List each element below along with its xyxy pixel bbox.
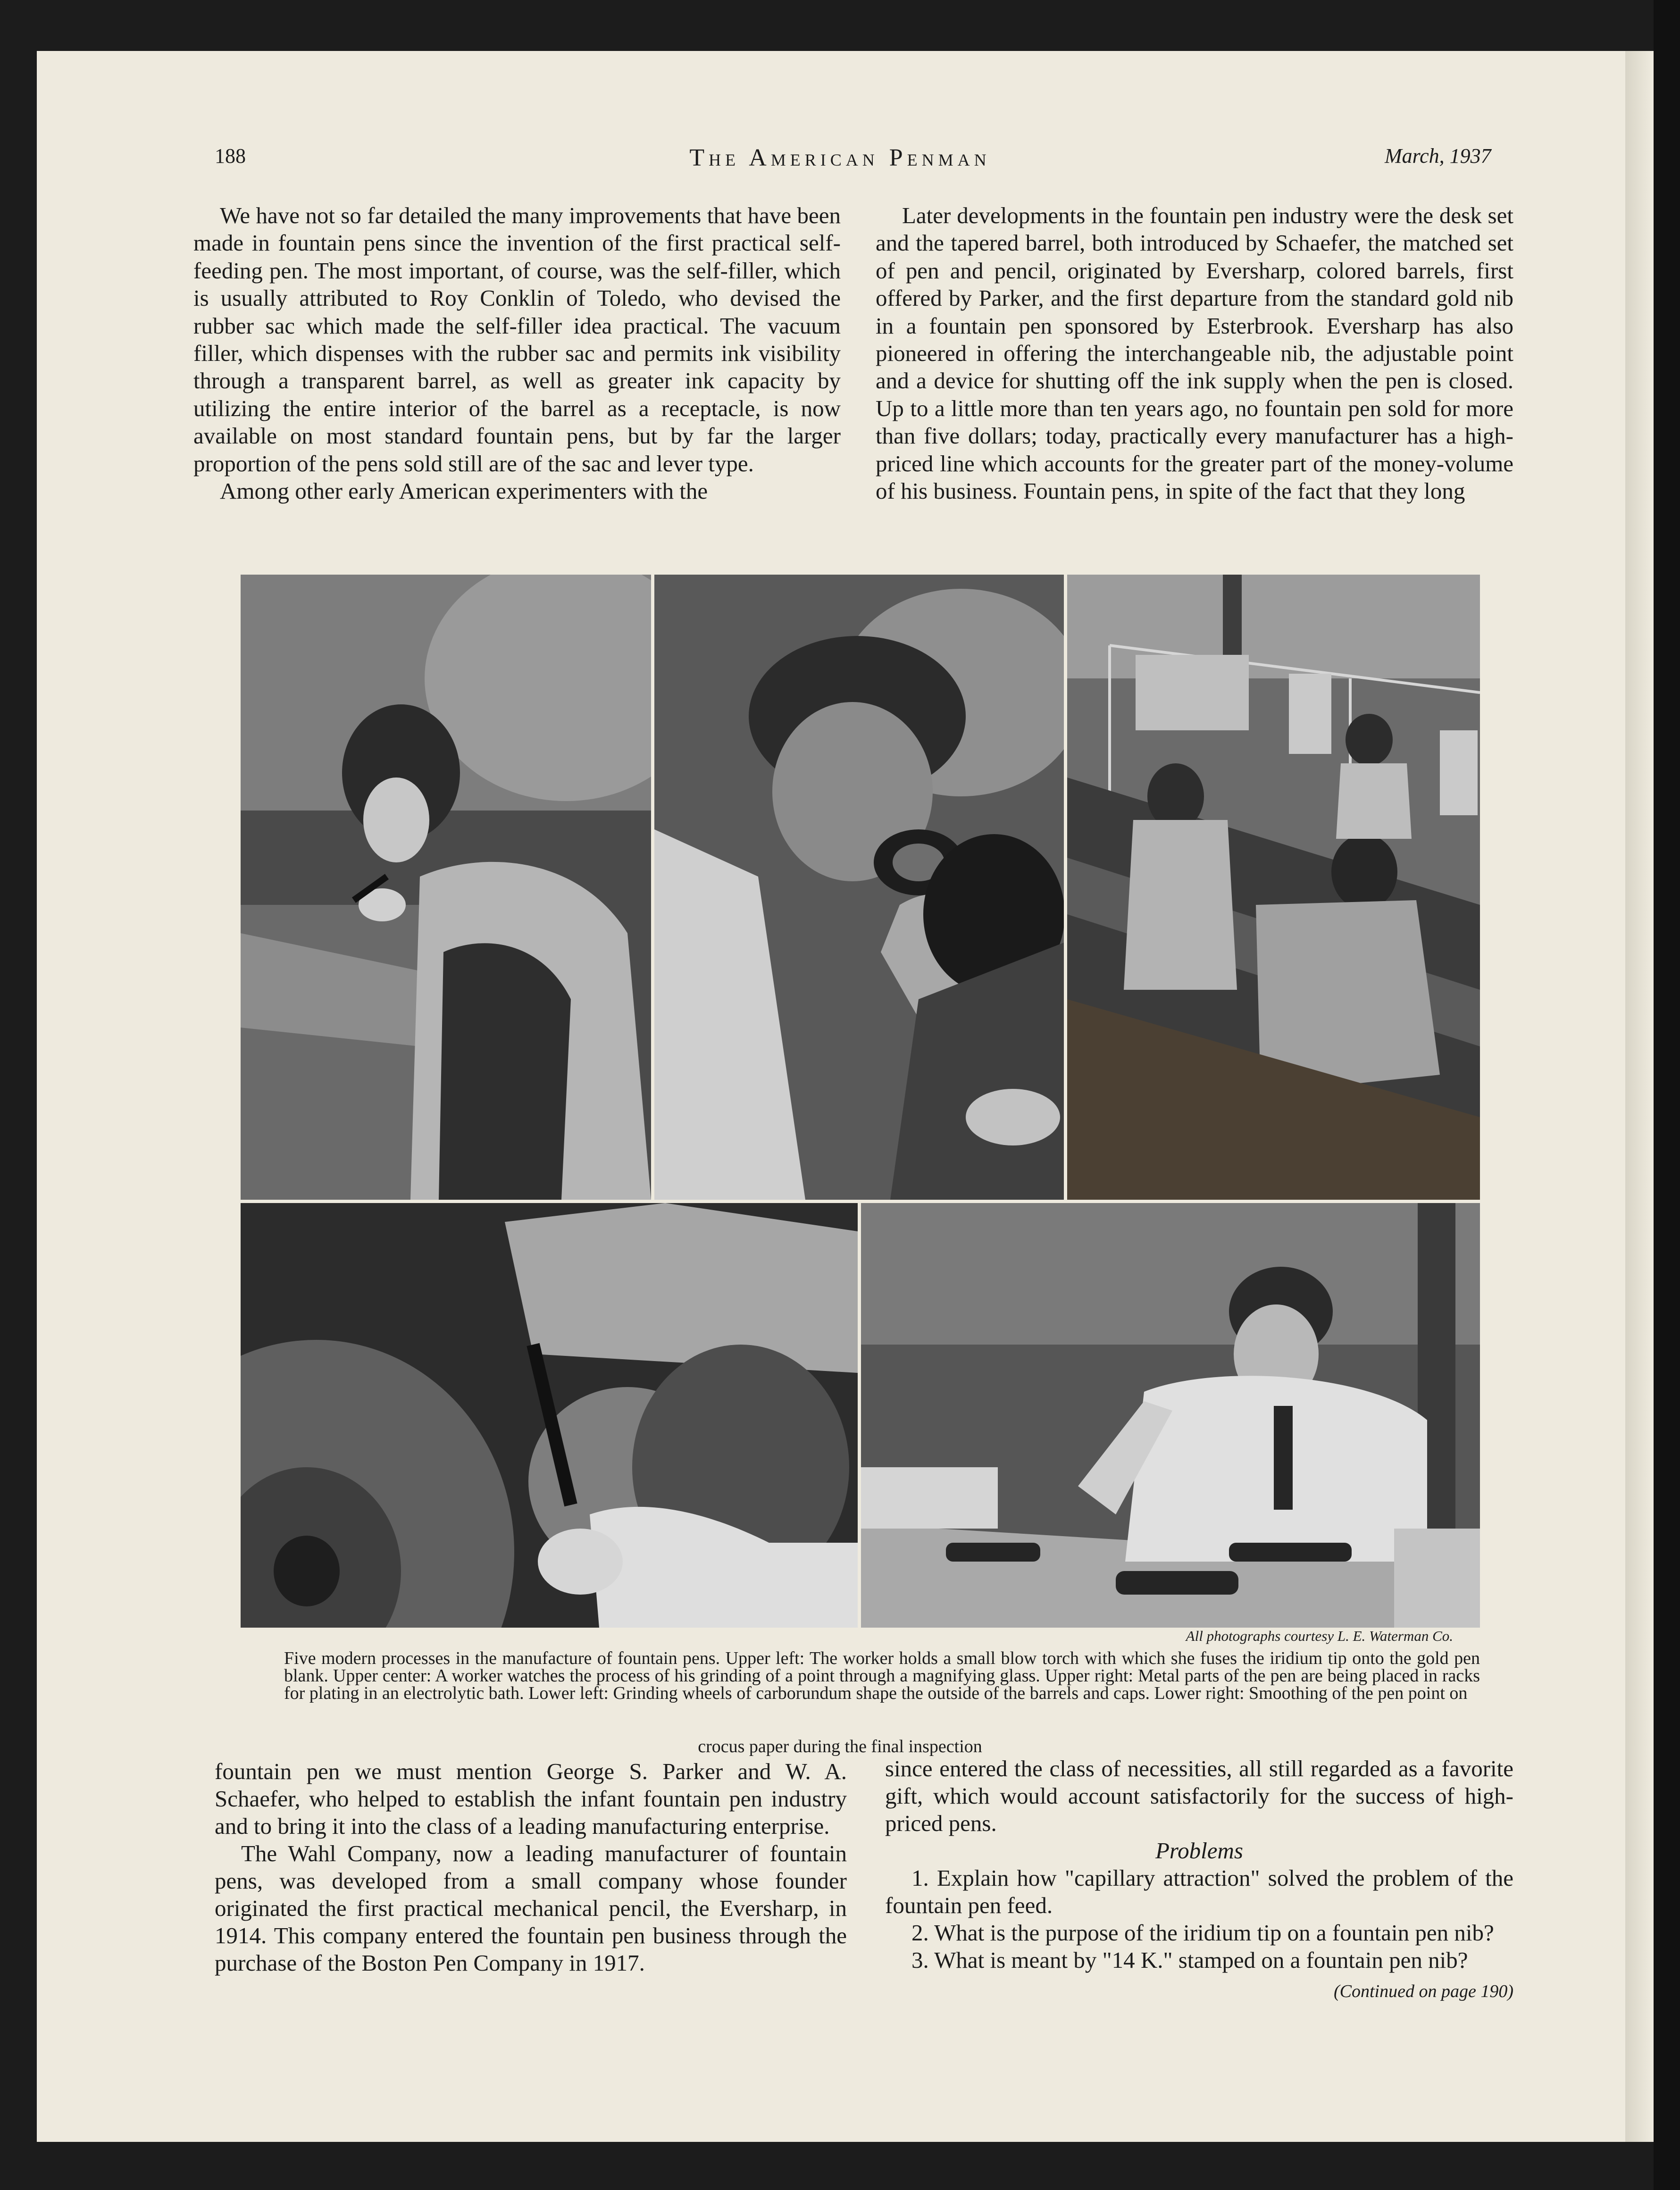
article-column-top-left bbox=[193, 202, 841, 505]
paragraph: fountain pen we must mention George S. Parker and W. A. Schaefer, who helped to establish the infant fountain pen industry and to bring it into the class of a leading manufacturing enterprise. bbox=[215, 1758, 847, 1839]
issue-date: March, 1937 bbox=[1385, 144, 1491, 167]
article-column-bottom-right bbox=[885, 1755, 1513, 2005]
problem-item: 3. What is meant by "14 K." stamped on a fountain pen nib? (Continued on page 190) bbox=[885, 1947, 1513, 1974]
paragraph: Later developments in the fountain pen industry were the desk set and the tapered barrel, both introduced by Schaefer, the matched set of pen and pencil, originated by Eversharp, colored barrels, first offered by Parker, and the first departure from the standard gold nib in a fountain pen sponsored by Esterbrook. Eversharp has also pioneered in offering the interchangeable nib, the adjustable point and a device for shutting off the ink supply when the pen is closed. Up to a little more than ten years ago, no fountain pen sold for more than five dollars; today, practically every manufacturer has a high-priced line which accounts for the greater part of the money-volume of his business. Fountain pens, in spite of the fact that they long bbox=[876, 202, 1513, 504]
page-spine-shadow bbox=[1625, 51, 1654, 2142]
photo-credit: All photographs courtesy L. E. Waterman Co. bbox=[1186, 1628, 1453, 1644]
article-column-bottom-left bbox=[215, 1758, 847, 1977]
paragraph: since entered the class of necessities, all still regarded as a favorite gift, which would account satisfactorily for the success of high-priced pens. bbox=[885, 1755, 1513, 1836]
photo-final-inspection bbox=[861, 1203, 1480, 1628]
problem-item: 1. Explain how "capillary attraction" solved the problem of the fountain pen feed. bbox=[885, 1865, 1513, 1918]
article-column-top-right bbox=[876, 202, 1513, 505]
photo-grinding-wheels bbox=[241, 1203, 858, 1628]
paragraph: The Wahl Company, now a leading manufacturer of fountain pens, was developed from a small company whose founder originated the first practical mechanical pencil, the Eversharp, in 1914. This company entered the fountain pen business through the purchase of the Boston Pen Company in 1917. bbox=[215, 1840, 847, 1976]
problem-item: 2. What is the purpose of the iridium tip on a fountain pen nib? bbox=[911, 1920, 1494, 1946]
paragraph: Among other early American experimenters with the bbox=[220, 478, 708, 504]
continued-link[interactable]: (Continued on page 190) bbox=[1333, 1981, 1513, 2001]
problems-heading: Problems bbox=[1155, 1838, 1243, 1864]
book-edge bbox=[1654, 0, 1680, 2190]
photo-caption: Five modern processes in the manufacture of fountain pens. Upper left: The worker holds a small blow torch with which she fuses the iridium tip onto the gold pen blank. Upper center: A worker watches the process of his grinding of a point through a magnifying glass. Upper right: Metal parts of the pen are being placed in racks for plating in an electrolytic bath. Lower left: Grinding wheels of carborundum shape the outside of the barrels and caps. Lower right: Smoothing of the pen point on bbox=[284, 1648, 1480, 1703]
photo-plating-racks bbox=[1067, 575, 1480, 1200]
page-number: 188 bbox=[215, 144, 246, 167]
journal-title: The American Penman bbox=[689, 144, 991, 171]
paragraph: We have not so far detailed the many improvements that have been made in fountain pens since the invention of the first practical self-feeding pen. The most important, of course, was the self-filler, which is usually attributed to Roy Conklin of Toledo, who devised the rubber sac which made the self-filler idea practical. The vacuum filler, which dispenses with the rubber sac and permits ink visibility through a transparent barrel, as well as greater ink capacity by utilizing the entire interior of the barrel as a receptacle, is now available on most standard fountain pens, but by far the larger proportion of the pens sold still are of the sac and lever type. bbox=[193, 202, 841, 476]
photo-blow-torch-worker bbox=[241, 575, 651, 1200]
photo-caption-last-line: crocus paper during the final inspection bbox=[698, 1737, 982, 1756]
photo-magnifier-grinding bbox=[654, 575, 1064, 1200]
